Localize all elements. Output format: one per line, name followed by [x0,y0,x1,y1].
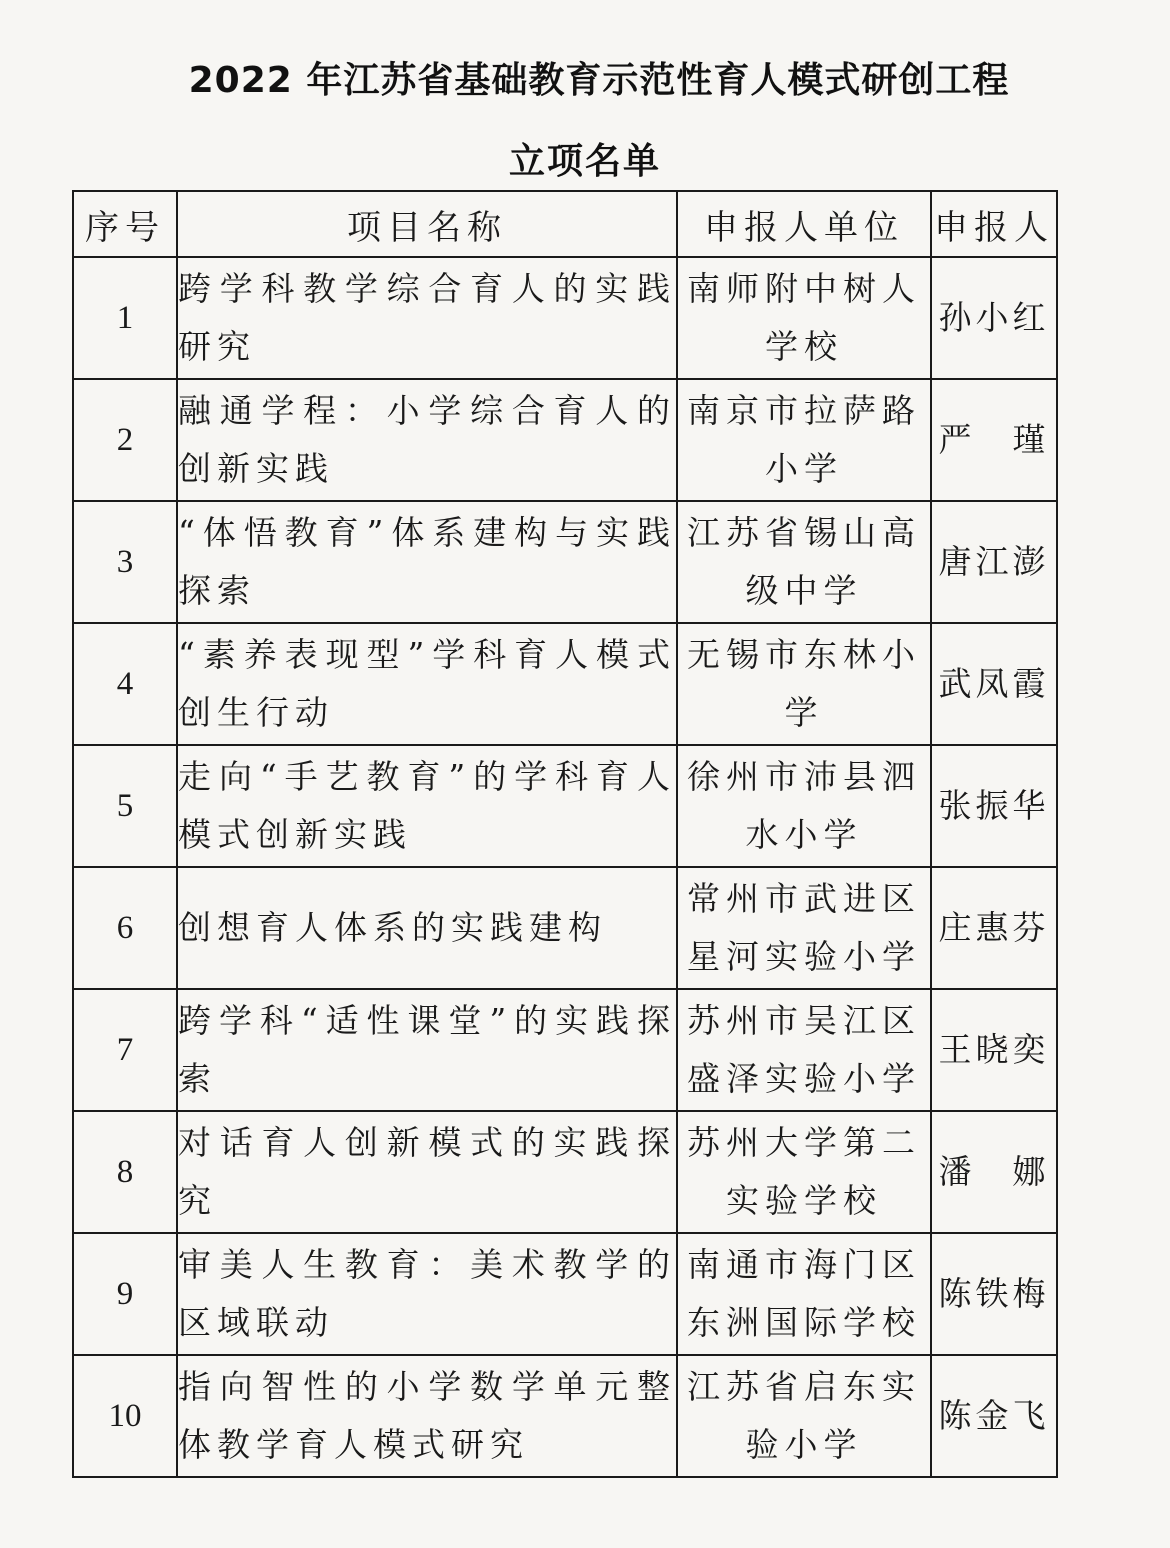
table-row [73,867,1057,989]
row-person: 张振华 [931,745,1057,867]
row-unit: 苏州大学第二实验学校 [677,1111,931,1233]
row-unit: 南师附中树人学校 [677,257,931,379]
row-unit: 南通市海门区东洲国际学校 [677,1233,931,1355]
table-row [73,257,1057,379]
row-no: 3 [73,501,177,623]
row-project-name: 对话育人创新模式的实践探究 [177,1111,677,1233]
row-project-name: “素养表现型”学科育人模式创生行动 [177,623,677,745]
table-row [73,1233,1057,1355]
project-list-table [72,190,1058,1478]
header-no: 序号 [73,191,177,257]
document-title: 2022 年江苏省基础教育示范性育人模式研创工程 [188,60,1010,101]
row-project-name: “体悟教育”体系建构与实践探索 [177,501,677,623]
row-person: 严 瑾 [931,379,1057,501]
row-project-name: 跨学科“适性课堂”的实践探索 [177,989,677,1111]
document-subtitle: 立项名单 [508,141,661,182]
row-person: 陈铁梅 [931,1233,1057,1355]
table-row [73,1355,1057,1477]
row-unit: 江苏省锡山高级中学 [677,501,931,623]
row-no: 1 [73,257,177,379]
row-project-name: 创想育人体系的实践建构 [177,867,677,989]
row-unit: 南京市拉萨路小学 [677,379,931,501]
row-person: 陈金飞 [931,1355,1057,1477]
row-project-name: 指向智性的小学数学单元整体教学育人模式研究 [177,1355,677,1477]
row-project-name: 走向“手艺教育”的学科育人模式创新实践 [177,745,677,867]
row-project-name: 审美人生教育：美术教学的区域联动 [177,1233,677,1355]
row-no: 4 [73,623,177,745]
table-row [73,501,1057,623]
row-no: 8 [73,1111,177,1233]
row-no: 2 [73,379,177,501]
row-project-name: 跨学科教学综合育人的实践研究 [177,257,677,379]
row-person: 孙小红 [931,257,1057,379]
table-row [73,745,1057,867]
row-no: 5 [73,745,177,867]
row-person: 唐江澎 [931,501,1057,623]
row-unit: 无锡市东林小学 [677,623,931,745]
table-header-row [73,191,1057,257]
row-no: 6 [73,867,177,989]
row-person: 庄惠芬 [931,867,1057,989]
header-unit: 申报人单位 [677,191,931,257]
row-no: 9 [73,1233,177,1355]
row-person: 王晓奕 [931,989,1057,1111]
table-row [73,989,1057,1111]
row-person: 武凤霞 [931,623,1057,745]
table-row [73,623,1057,745]
table-row [73,379,1057,501]
row-no: 10 [73,1355,177,1477]
table-row [73,1111,1057,1233]
row-unit: 徐州市沛县泗水小学 [677,745,931,867]
row-person: 潘 娜 [931,1111,1057,1233]
row-no: 7 [73,989,177,1111]
header-person: 申报人 [931,191,1057,257]
row-unit: 常州市武进区星河实验小学 [677,867,931,989]
row-unit: 江苏省启东实验小学 [677,1355,931,1477]
row-project-name: 融通学程：小学综合育人的创新实践 [177,379,677,501]
header-project-name: 项目名称 [177,191,677,257]
row-unit: 苏州市吴江区盛泽实验小学 [677,989,931,1111]
